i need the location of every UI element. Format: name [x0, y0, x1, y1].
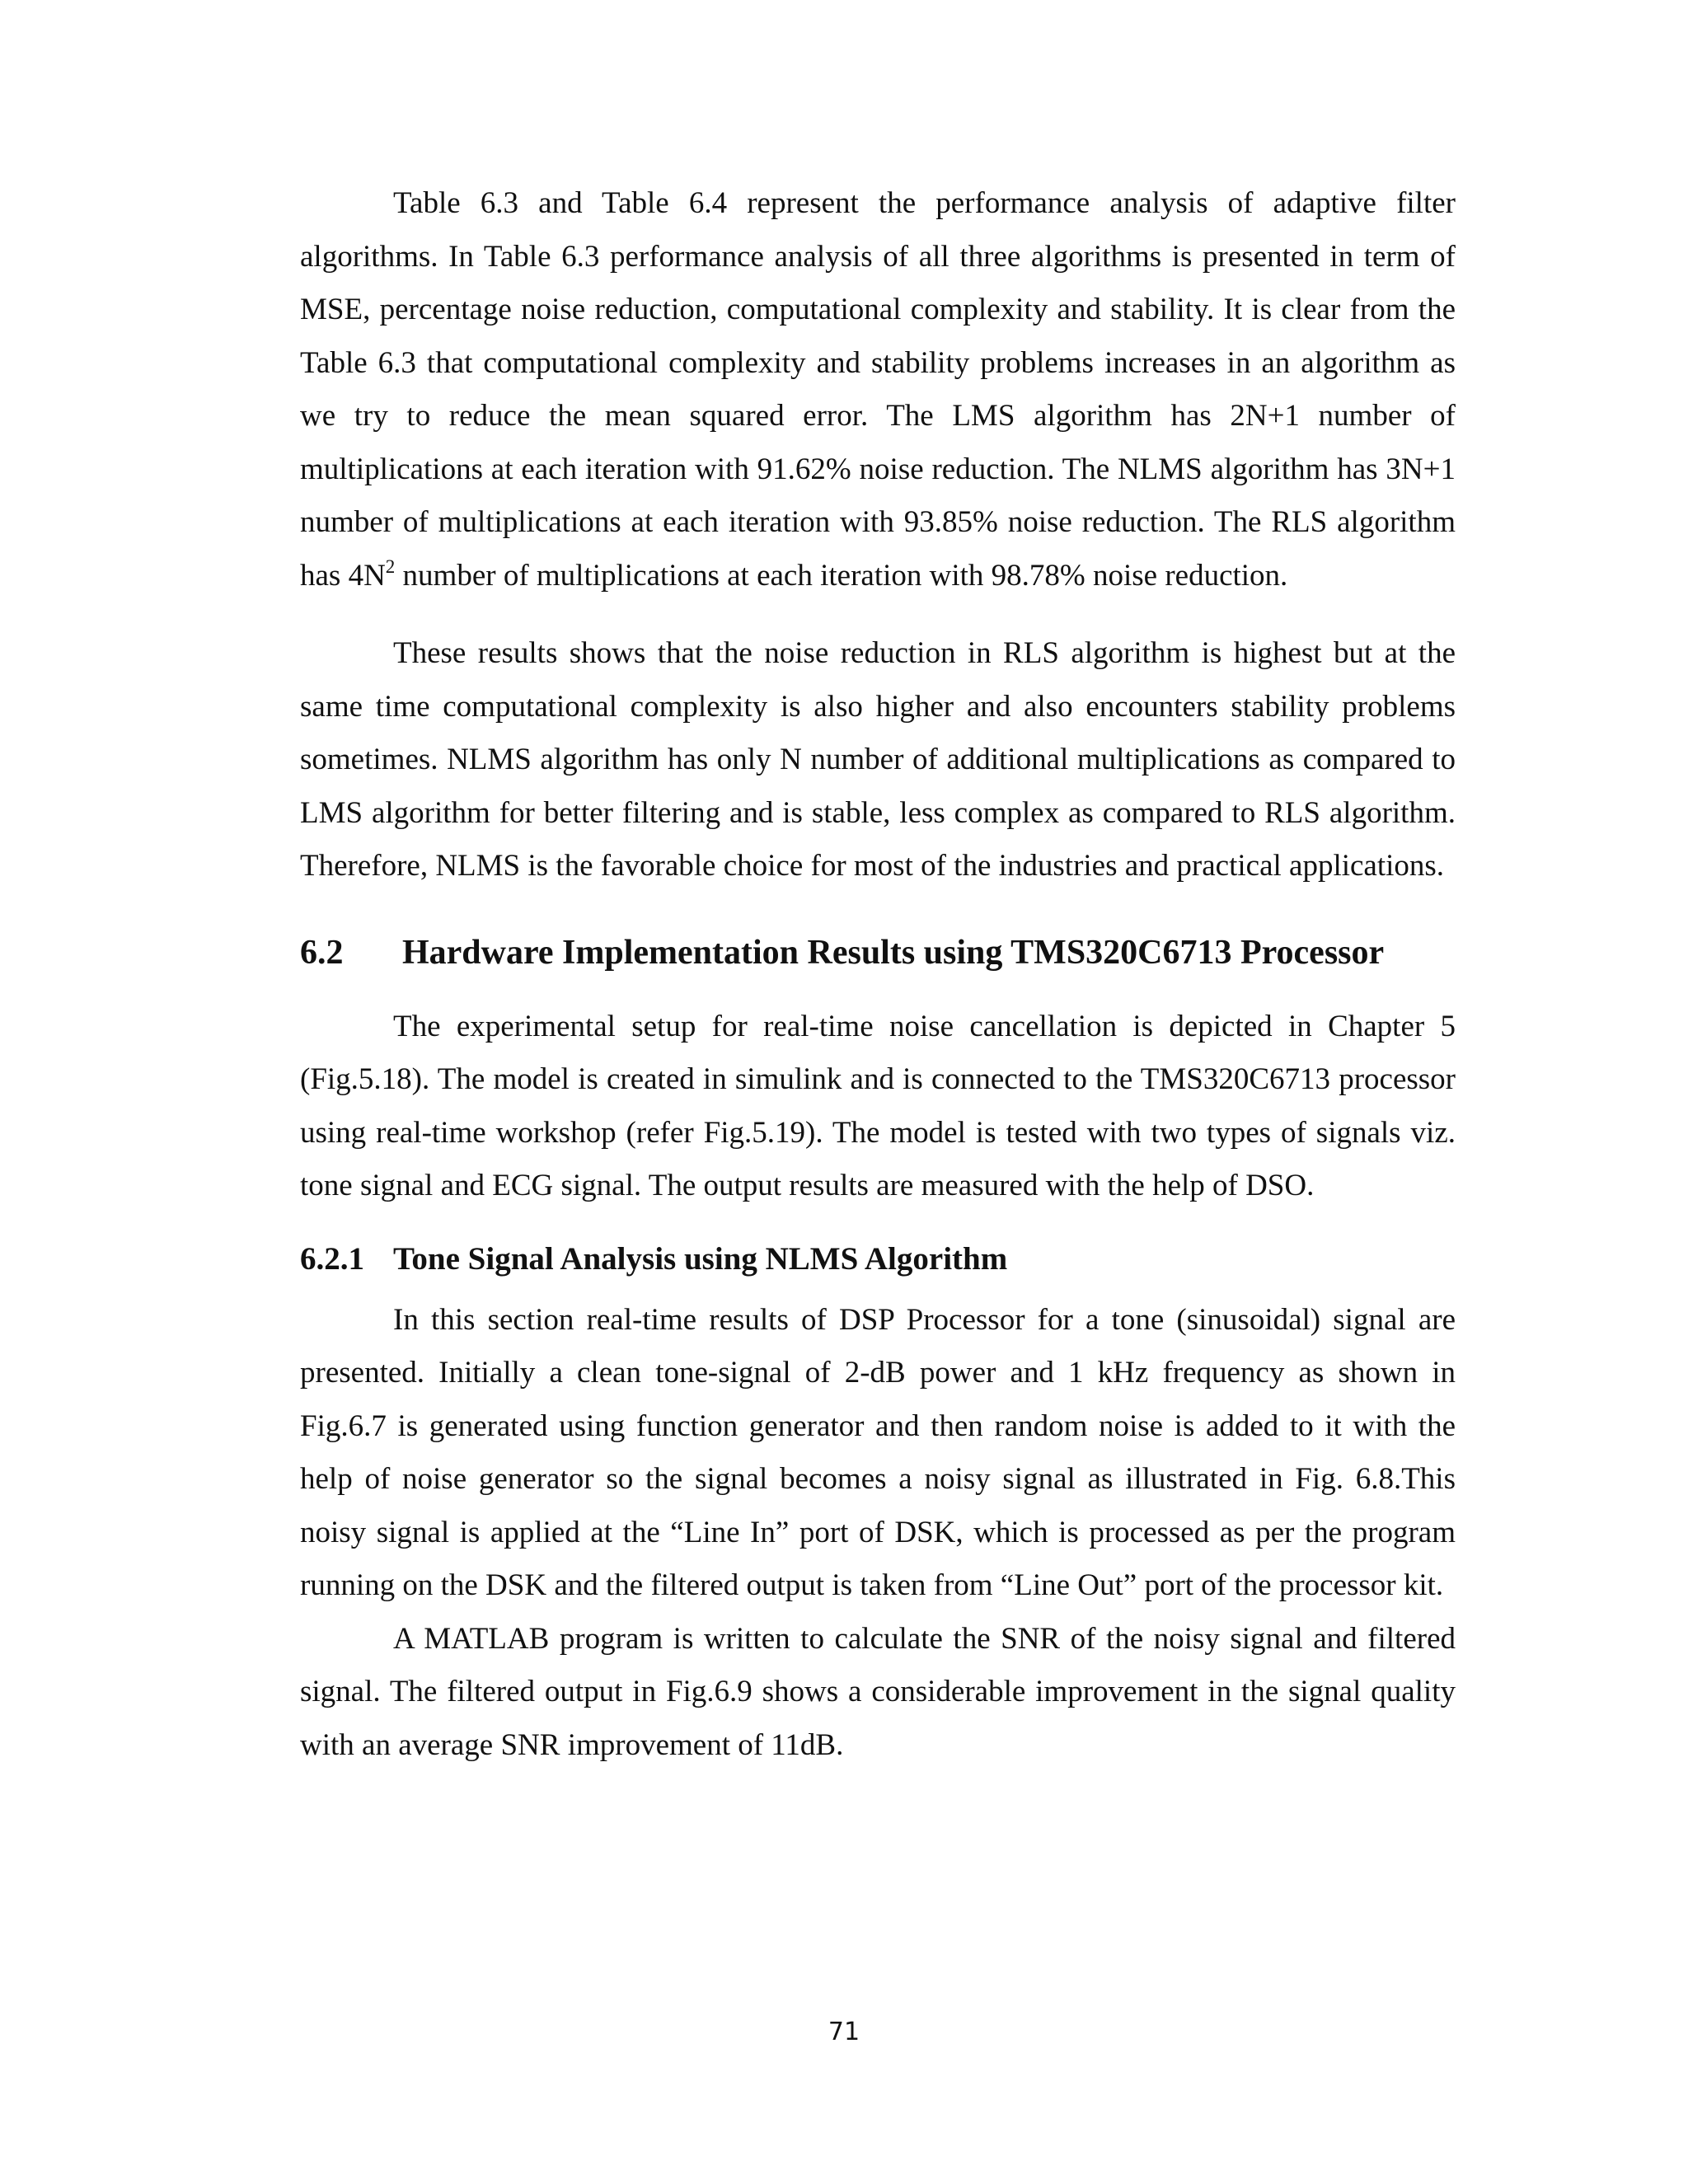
paragraph-matlab-snr: A MATLAB program is written to calculate the SNR of the noisy signal and filtered signal. The filtered output in Fig.6.9 shows a considerable improvement in the signal quality with an average SNR improvement of 11dB.: [300, 1621, 1456, 1762]
page-number: 71: [828, 2018, 860, 2046]
page-body: [300, 177, 1456, 1772]
paragraph-results-summary: These results shows that the noise reduction in RLS algorithm is highest but at the same time computational complexity is also higher and also encounters stability problems sometimes. NLMS algorithm has only N number of additional multiplications as compared to LMS algorithm for better filtering and is stable, less complex as compared to RLS algorithm. Therefore, NLMS is the favorable choice for most of the industries and practical applications.: [300, 636, 1456, 883]
subsection-title: Tone Signal Analysis using NLMS Algorithm: [393, 1240, 1008, 1277]
superscript: 2: [385, 555, 396, 577]
subsection-heading-6-2-1: [300, 1236, 1456, 1282]
section-heading-6-2: [300, 928, 1456, 977]
paragraph-performance-analysis: [300, 177, 1456, 602]
paragraph-experimental-setup: The experimental setup for real-time noise cancellation is depicted in Chapter 5 (Fig.5.18). The model is created in simulink and is connected to the TMS320C6713 processor using real-time workshop (refer Fig.5.19). The model is tested with two types of signals viz. tone signal and ECG signal. The output results are measured with the help of DSO.: [300, 1009, 1456, 1202]
paragraph-tone-signal: In this section real-time results of DSP Processor for a tone (sinusoidal) signal are presented. Initially a clean tone-signal of 2-dB power and 1 kHz frequency as shown in Fig.6.7 is generated using function generator and then random noise is added to it with the help of noise generator so the signal becomes a noisy signal as illustrated in Fig. 6.8.This noisy signal is applied at the “Line In” port of DSK, which is processed as per the program running on the DSK and the filtered output is taken from “Line Out” port of the processor kit.: [300, 1302, 1456, 1602]
section-number: 6.2: [300, 933, 344, 972]
paragraph-text: number of multiplications at each iteration with 98.78% noise reduction.: [395, 558, 1288, 593]
subsection-number: 6.2.1: [300, 1240, 364, 1277]
section-title: Hardware Implementation Results using TMS320C6713 Processor: [402, 933, 1385, 972]
paragraph-text: Table 6.3 and Table 6.4 represent the performance analysis of adaptive filter algorithms. In Table 6.3 performance analysis of all three algorithms is presented in term of MSE, percentage noise reduction, computational complexity and stability. It is clear from the Table 6.3 that computational complexity and stability problems increases in an algorithm as we try to reduce the mean squared error. The LMS algorithm has 2N+1 number of multiplications at each iteration with 91.62% noise reduction. The NLMS algorithm has 3N+1 number of multiplications at each iteration with 93.85% noise reduction. The RLS algorithm has 4N: [300, 186, 1456, 593]
